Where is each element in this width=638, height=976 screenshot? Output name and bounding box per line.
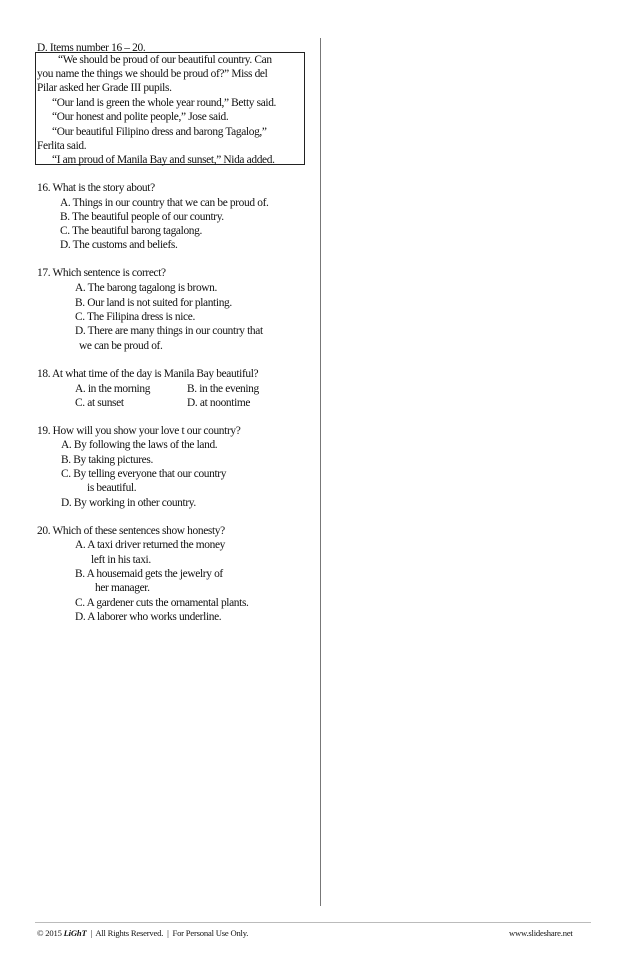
question-17-option-b: B. Our land is not suited for planting. bbox=[75, 297, 232, 309]
question-20-option-a: A. A taxi driver returned the money bbox=[75, 539, 226, 551]
question-17-option-d: D. There are many things in our country that bbox=[75, 325, 263, 337]
question-16-option-d: D. The customs and beliefs. bbox=[60, 239, 178, 251]
question-20-option-a-cont: left in his taxi. bbox=[91, 554, 151, 566]
question-16-option-b: B. The beautiful people of our country. bbox=[60, 211, 224, 223]
question-17-option-a: A. The barong tagalong is brown. bbox=[75, 282, 218, 294]
rights-text: | All Rights Reserved. | For Personal Use Only. bbox=[86, 928, 249, 938]
question-20-stem: 20. Which of these sentences show honesty? bbox=[37, 525, 225, 537]
question-16-option-c: C. The beautiful barong tagalong. bbox=[60, 225, 202, 237]
question-17-option-d-cont: we can be proud of. bbox=[79, 340, 163, 352]
passage-line: “I am proud of Manila Bay and sunset,” Nida added. bbox=[52, 154, 275, 166]
passage-line: “Our land is green the whole year round,” Betty said. bbox=[52, 97, 277, 109]
footer-rule bbox=[35, 922, 591, 923]
copyright-text: © 2015 bbox=[37, 928, 64, 938]
passage-line: you name the things we should be proud of?” Miss del bbox=[37, 68, 268, 80]
section-heading: D. Items number 16 – 20. bbox=[37, 42, 146, 54]
question-19-option-b: B. By taking pictures. bbox=[61, 454, 153, 466]
passage-line: “We should be proud of our beautiful country. Can bbox=[58, 54, 272, 66]
footer-copyright bbox=[37, 928, 248, 938]
question-20-option-c: C. A gardener cuts the ornamental plants. bbox=[75, 597, 249, 609]
question-19-stem: 19. How will you show your love t our country? bbox=[37, 425, 241, 437]
question-16-stem: 16. What is the story about? bbox=[37, 182, 155, 194]
question-20-option-b: B. A housemaid gets the jewelry of bbox=[75, 568, 223, 580]
passage-line: “Our honest and polite people,” Jose said. bbox=[52, 111, 229, 123]
question-19-option-d: D. By working in other country. bbox=[61, 497, 196, 509]
question-17-stem: 17. Which sentence is correct? bbox=[37, 267, 166, 279]
question-17-option-c: C. The Filipina dress is nice. bbox=[75, 311, 195, 323]
passage-line: Pilar asked her Grade III pupils. bbox=[37, 82, 172, 94]
question-16-option-a: A. Things in our country that we can be proud of. bbox=[60, 197, 269, 209]
passage-line: Ferlita said. bbox=[37, 140, 87, 152]
question-18-option-a: A. in the morning bbox=[75, 383, 151, 395]
question-18-option-c: C. at sunset bbox=[75, 397, 124, 409]
question-18-option-d: D. at noontime bbox=[187, 397, 251, 409]
question-20-option-b-cont: her manager. bbox=[95, 582, 150, 594]
question-19-option-c-cont: is beautiful. bbox=[87, 482, 137, 494]
column-divider bbox=[320, 38, 321, 906]
question-19-option-a: A. By following the laws of the land. bbox=[61, 439, 218, 451]
question-19-option-c: C. By telling everyone that our country bbox=[61, 468, 227, 480]
question-18-option-b: B. in the evening bbox=[187, 383, 259, 395]
brand-name: LiGhT bbox=[63, 928, 87, 938]
footer-site: www.slideshare.net bbox=[509, 928, 573, 938]
question-18-stem: 18. At what time of the day is Manila Bay beautiful? bbox=[37, 368, 259, 380]
question-20-option-d: D. A laborer who works underline. bbox=[75, 611, 222, 623]
passage-line: “Our beautiful Filipino dress and barong Tagalog,” bbox=[52, 126, 267, 138]
